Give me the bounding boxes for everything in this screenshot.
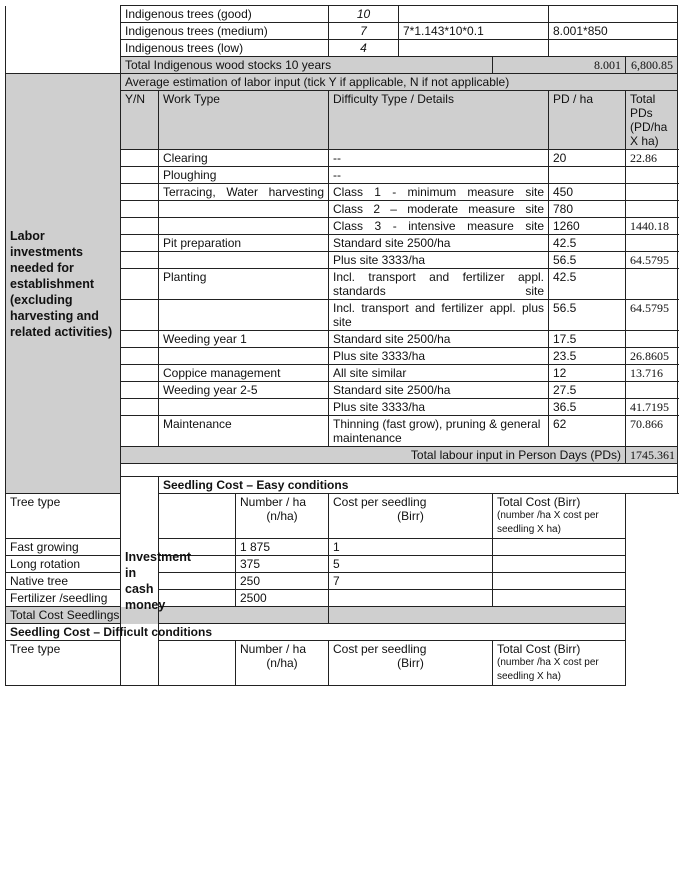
labor-header-row: Y/N Work Type Difficulty Type / Details PD / ha Total PDs (PD/ha X ha) — [6, 91, 678, 150]
labor-row: Incl. transport and fertilizer appl. plus site 56.5 64.5795 — [6, 300, 678, 331]
labor-row: Clearing -- 20 22.86 — [6, 150, 678, 167]
labor-row: Weeding year 2-5 Standard site 2500/ha 27.5 — [6, 382, 678, 399]
wood-total-row: Total Indigenous wood stocks 10 years 8.001 6,800.85 — [6, 57, 678, 74]
labor-total-row: Total labour input in Person Days (PDs) 1745.361 — [6, 447, 678, 464]
easy-header-row: Tree type Number / ha (n/ha) Cost per seedling (Birr) Total Cost (Birr) (number /ha X cost per seedling X ha) — [6, 494, 678, 539]
difficult-header-row: Tree type Number / ha (n/ha) Cost per seedling (Birr) Total Cost (Birr) (number /ha X cost per seedling X ha) — [6, 641, 678, 686]
wood-row: Indigenous trees (medium) 7 7*1.143*10*0.1 8.001*850 — [6, 23, 678, 40]
labor-row: Terracing, Water harvesting Class 1 - minimum measure site 450 — [6, 184, 678, 201]
yn-cell[interactable] — [121, 235, 159, 252]
yn-cell[interactable] — [121, 382, 159, 399]
labor-row: Plus site 3333/ha 36.5 41.7195 — [6, 399, 678, 416]
seedling-row: Native tree 250 7 — [6, 573, 678, 590]
labor-section-label: Labor investments needed for establishment (excluding harvesting and related activities) — [6, 74, 121, 494]
seedling-row: Fast growing 1 875 1 — [6, 539, 678, 556]
labor-row: Coppice management All site similar 12 13.716 — [6, 365, 678, 382]
labor-row: Planting Incl. transport and fertilizer appl. standards site 42.5 — [6, 269, 678, 300]
yn-cell[interactable] — [121, 300, 159, 331]
wood-row: Indigenous trees (low) 4 — [6, 40, 678, 57]
yn-cell[interactable] — [121, 331, 159, 348]
yn-cell[interactable] — [121, 252, 159, 269]
yn-cell[interactable] — [121, 167, 159, 184]
yn-cell[interactable] — [121, 365, 159, 382]
seedling-total-row: Total Cost Seedlings — [6, 607, 678, 624]
easy-title-row: Investment in cash money Seedling Cost – Easy conditions — [6, 477, 678, 494]
seedling-row: Fertilizer /seedling 2500 — [6, 590, 678, 607]
yn-cell[interactable] — [121, 399, 159, 416]
yn-cell[interactable] — [121, 184, 159, 201]
yn-cell[interactable] — [121, 269, 159, 300]
labor-row: Maintenance Thinning (fast grow), pruning & general maintenance 62 70.866 — [6, 416, 678, 447]
labor-caption-row: Labor investments needed for establishment (excluding harvesting and related activities) Average estimation of labor input (tick Y if applicable, N if not applicable) — [6, 74, 678, 91]
cash-section-label: Investment in cash money — [121, 477, 159, 686]
seedling-row: Long rotation 375 5 — [6, 556, 678, 573]
labor-row: Class 2 – moderate measure site 780 — [6, 201, 678, 218]
labor-row: Weeding year 1 Standard site 2500/ha 17.5 — [6, 331, 678, 348]
wood-row: Indigenous trees (good) 10 — [6, 6, 678, 23]
labor-row: Class 3 - intensive measure site 1260 1440.18 — [6, 218, 678, 235]
yn-cell[interactable] — [121, 201, 159, 218]
yn-cell[interactable] — [121, 348, 159, 365]
labor-row: Pit preparation Standard site 2500/ha 42.5 — [6, 235, 678, 252]
yn-cell[interactable] — [121, 150, 159, 167]
yn-cell[interactable] — [121, 218, 159, 235]
labor-row: Plus site 3333/ha 23.5 26.8605 — [6, 348, 678, 365]
difficult-title-row: Seedling Cost – Difficult conditions — [6, 624, 678, 641]
cost-table — [5, 5, 678, 686]
document-page — [5, 5, 677, 686]
labor-row: Ploughing -- — [6, 167, 678, 184]
labor-row: Plus site 3333/ha 56.5 64.5795 — [6, 252, 678, 269]
yn-cell[interactable] — [121, 416, 159, 447]
